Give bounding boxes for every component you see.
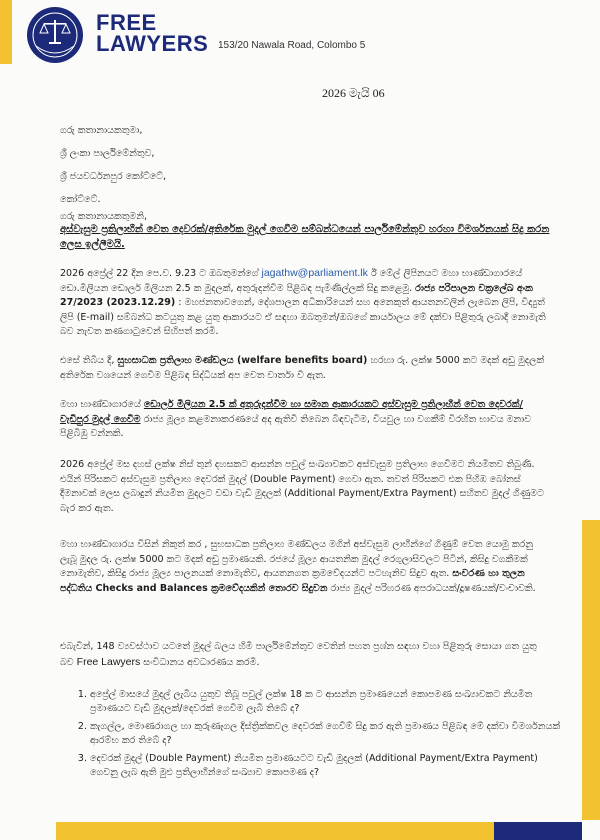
- p6-text-b: සංවිධානය අවධාරණය කරමි.: [143, 656, 260, 668]
- top-accent-bar: [0, 0, 12, 64]
- p6-organization-name: Free Lawyers: [76, 655, 141, 668]
- p2-text-b: හරහා රු. ලක්ෂ 5000 කට මදක් අඩු මුදලක් අතිරේක වශයෙන් ගෙවීම පිළිබඳ සිද්ධියක් අප වෙත වාර්තා වී ඇත.: [60, 355, 545, 381]
- letter-date: 2026 මැයි 06: [322, 86, 385, 100]
- p2-board-name: සුභසාධක ප්‍රතිලාභ මණ්ඩලය (welfare benefits board): [117, 355, 368, 366]
- recipient-line-3: ශ්‍රී ජයවර්ධනපුර කෝට්ටේ,: [60, 171, 167, 182]
- p5-checks-and-balances: සංවරණ හා තුලන පද්ධතිය Checks and Balances ක්‍රමවේදයකින් තොරව සිදුවන: [60, 568, 525, 594]
- p1-text-b: ඊ මේල් ලිපිනයට මහා භාණ්ඩාගාරයේ ඩො.මිලියන ඩොලර් මිලියන 2.5 ක මුදලක්, අතුරුදන්වීම පිළිබඳ පැමිණිල්ලක් සිදු කළෙමු.: [60, 268, 523, 294]
- p5-text-b: රාජ්‍ය මුදල් පරිහරණ අපරාධයක්/දූෂණයක්/වංචාවකි.: [330, 582, 536, 594]
- paragraph-1: [60, 266, 548, 340]
- p1-circular-reference: රාජ්‍ය පරිපාලන චක්‍රලේඛ අංක 27/2023 (2023.12.29): [60, 282, 533, 308]
- p3-text-b: රාජ්‍ය මූල්‍ය කළමනාකරණයේ අද ඇතිවී තිබෙන බිඳවැටීම, වියවුල හා වගකීම් විරහිත භාවය මනාව පිළිබිඹු වන්නකි.: [60, 413, 532, 439]
- salutation: ගරු කතානායකතුමනි,: [60, 211, 147, 222]
- p6-text-a: එබැවින්, 148 ව්‍යවස්ථාව යටතේ මුදල් බලය හිමි පාර්ලිමේන්තුව වෙතින් පහත ප්‍රශ්න සඳහා වහා පිළිතුරු සොයා ගත යුතු බව: [60, 641, 537, 668]
- paragraph-2: [60, 354, 548, 383]
- question-item: 1. අප්‍රේල් මාසයේ මුදල් ලැබිය යුතුව තිබූ පවුල් ලක්ෂ 18 ක ට ආසන්න ප්‍රමාණයෙන් කොපමණ සංඛ්‍යාවකට නියමිත ප්‍රමාණයට වැඩි මුදලක්/දෙවරක් ගෙවීම ලැබී තිබේ ද?: [90, 688, 568, 716]
- organization-address: 153/20 Nawala Road, Colombo 5: [218, 40, 366, 51]
- p1-text-c: : මහජනතාවගෙන්, දේශපාලන අධිකාරියෙන් සහ අනෙකුත් ආයතනවලින් ලැබෙන ලිපි, විද්‍යුත් ලිපි (E-mail) සම්බන්ධ කටයුතු කළ යුතු ආකාරයට ඒ සඳහා ඔබතුමන්/ඔබගේ කාර්යාලය මේ දක්වා පිළිතුරු ලබාදී නොමැති බව නැවත කණගාටුවෙන් සිහිපත් කරමි.: [60, 297, 546, 337]
- footer-yellow-segment: [56, 822, 494, 840]
- recipient-line-4: කෝට්ටේ.: [60, 194, 101, 205]
- p2-text-a: එසේ තිබිය දී,: [60, 355, 115, 366]
- question-item: 3. දෙවරක් මුදල් (Double Payment) නියමිත ප්‍රමාණයටට වැඩි මුදලක් (Additional Payment/Extra Payment) ගෙවනු ලැබ ඇති මුළු ප්‍රතිලාභීන්ගේ සංඛ්‍යාව කොපමණ ද?: [90, 752, 568, 780]
- brand-name-line1: FREE: [96, 10, 157, 35]
- footer-blue-segment: [494, 822, 582, 840]
- parliament-email-link[interactable]: jagathw@parliament.lk: [261, 267, 368, 279]
- paragraph-6: [60, 640, 548, 670]
- paragraph-4: 2026 අප්‍රේල් මස දහස් ලක්ෂ නිස් තුන් දහසකට ආසන්න පවුල් සංඛ්‍යාවකට අස්වැසුම ප්‍රතිලාභ ගෙවීමට නියමිතව තිබුණි. එයින් පිරිසකට අස්වැසුම ප්‍රතිලාභ දෙවරක් මුදල් (Double Payment) ගෙවා ඇත. තවත් පිරිසකට එක පිහිඹ බෝනස් දීමනාවක් ලෙස ලබාදුන් නියමිත මුදලට වඩා වැඩි මුදලක් (Additional Payment/Extra Payment) සහිතව මුදල් ගිණුමට බැර කර ඇත.: [60, 459, 544, 514]
- question-list: [60, 688, 568, 784]
- side-accent-bar: [582, 520, 600, 820]
- question-item: 2. කැගල්ල, මොණරාගල හා කුරුණෑගල දිස්ත්‍රික්කවල දෙවරක් ගෙවීම් සිදු කර ඇති ප්‍රමාණය පිළිබඳ මේ දක්වා විමර්ශනයක් ආරම්භ කර තිබේ ද?: [90, 720, 568, 748]
- p3-text-a: මහා භාණ්ඩාගාරයේ: [60, 399, 141, 410]
- recipient-line-1: ගරු කතානායකතුමා,: [60, 125, 143, 136]
- paragraph-5: [60, 538, 548, 596]
- free-lawyers-logo-icon: [26, 6, 84, 64]
- recipient-line-2: ශ්‍රී ලංකා පාර්ලිමේන්තුව,: [60, 148, 155, 159]
- letter-subject: අස්වැසුම ප්‍රතිලාභීන් වෙත දෙවරක්/අතිරේක මුදල් ගෙවීම සම්බන්ධයෙන් පාර්ලිමේන්තුව හරහා විමර්ශනයක් සිදු කරන ලෙස ඉල්ලීමයි.: [60, 224, 550, 250]
- p1-text-a: 2026 අප්‍රේල් 22 දින පෙ.ව. 9.23 ට ඔබතුමන්ගේ: [60, 268, 259, 279]
- brand-name-line2: LAWYERS: [96, 31, 209, 56]
- footer-bar: [56, 822, 582, 840]
- p5-text-a: මහා භාණ්ඩාගාරය විසින් නිකුත් කර , සුභසාධක ප්‍රතිලාභ මණ්ඩලය මගින් අස්වැසුම ලාභීන්ගේ ගිණුම් වෙත යොමු කරනු ලැබූ මුදල රු. ලක්ෂ 5000 කට මදක් අඩු ප්‍රමාණයකි. රජයේ මූල්‍ය ආයතනික මුදල් රෙගුලාසිවලට පිටින්, කිසිදු වගකීමක් නොමැතිව, කිසිදු රාජ්‍ය මූල්‍ය පාලනයක් නොමැතිව, ආයතනගත ක්‍රමවේදයන්ට පටහැනිව සිදුව ඇත.: [60, 539, 533, 579]
- paragraph-3: [60, 398, 548, 442]
- p3-emphasis: ඩොලර් මිලියන 2.5 ක් අතුරුදන්වීම හා සමාන ආකාරයකට අස්වැසුම ප්‍රතිලාභීන් වෙත දෙවරක්/වැඩිපුර මුදල් ගෙවීම: [60, 399, 523, 425]
